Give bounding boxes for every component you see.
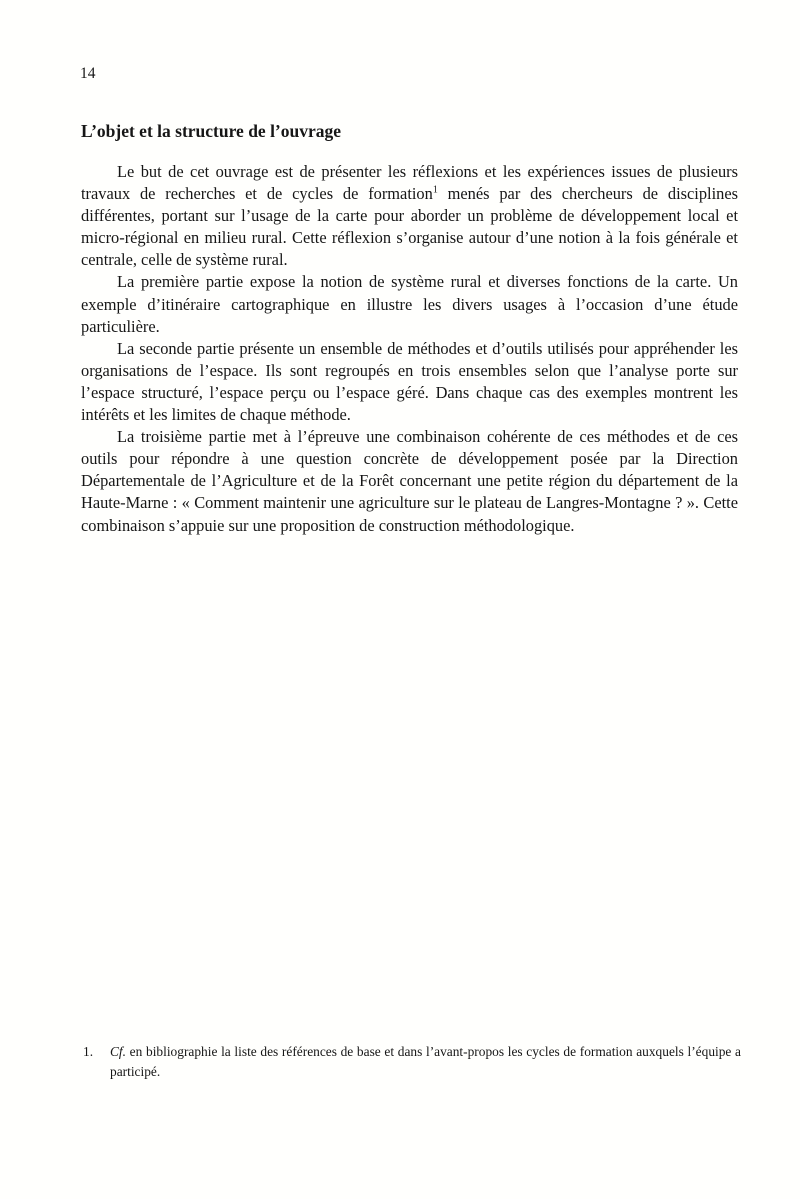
footnote (83, 1042, 741, 1081)
section-heading: L’objet et la structure de l’ouvrage (81, 121, 342, 141)
paragraph-1-text-before-ref: Le but de cet ouvrage est de présenter les réflexions et les expériences issues de plusieurs travaux de recherches et de cycles de formation (81, 162, 738, 204)
paragraph-3: La seconde partie présente un ensemble de méthodes et d’outils utilisés pour appréhender les organisations de l’espace. Ils sont regroupés en trois ensembles selon que l’analyse porte sur l’espace structuré, l’espace perçu ou l’espace géré. Dans chaque cas des exemples montrent les intérêts et les limites de chaque méthode. (81, 338, 738, 425)
page-content (81, 121, 738, 537)
paragraph-1-text-after-ref: menés par des chercheurs de disciplines différentes, portant sur l’usage de la carte pour aborder un problème de développement local et micro-régional en milieu rural. Cette réflexion s’organise autour d’une notion à la fois générale et centrale, celle de système rural. (81, 184, 739, 270)
footnote-text-rest: en bibliographie la liste des références de base et dans l’avant-propos les cycles de formation auxquels l’équipe a participé. (110, 1044, 741, 1079)
footnote-text (110, 1042, 741, 1081)
footnote-marker: 1. (83, 1044, 94, 1059)
paragraph-4: La troisième partie met à l’épreuve une combinaison cohérente de ces méthodes et de ces outils pour répondre à une question concrète de développement posée par la Direction Départementale de l’Agriculture et de la Forêt concernant une petite région du département de la Haute-Marne : « Comment maintenir une agriculture sur le plateau de Langres-Montagne ? ». Cette combinaison s’appuie sur une proposition de construction méthodologique. (81, 427, 738, 535)
page-number: 14 (80, 65, 96, 82)
footnote-cf-italic: Cf. (110, 1044, 126, 1059)
paragraph-1 (81, 161, 738, 271)
paragraph-2: La première partie expose la notion de système rural et diverses fonctions de la carte. Un exemple d’itinéraire cartographique en illustre les divers usages à l’occasion d’une étude particulière. (81, 272, 738, 336)
footnote-reference-1: 1 (432, 184, 438, 196)
